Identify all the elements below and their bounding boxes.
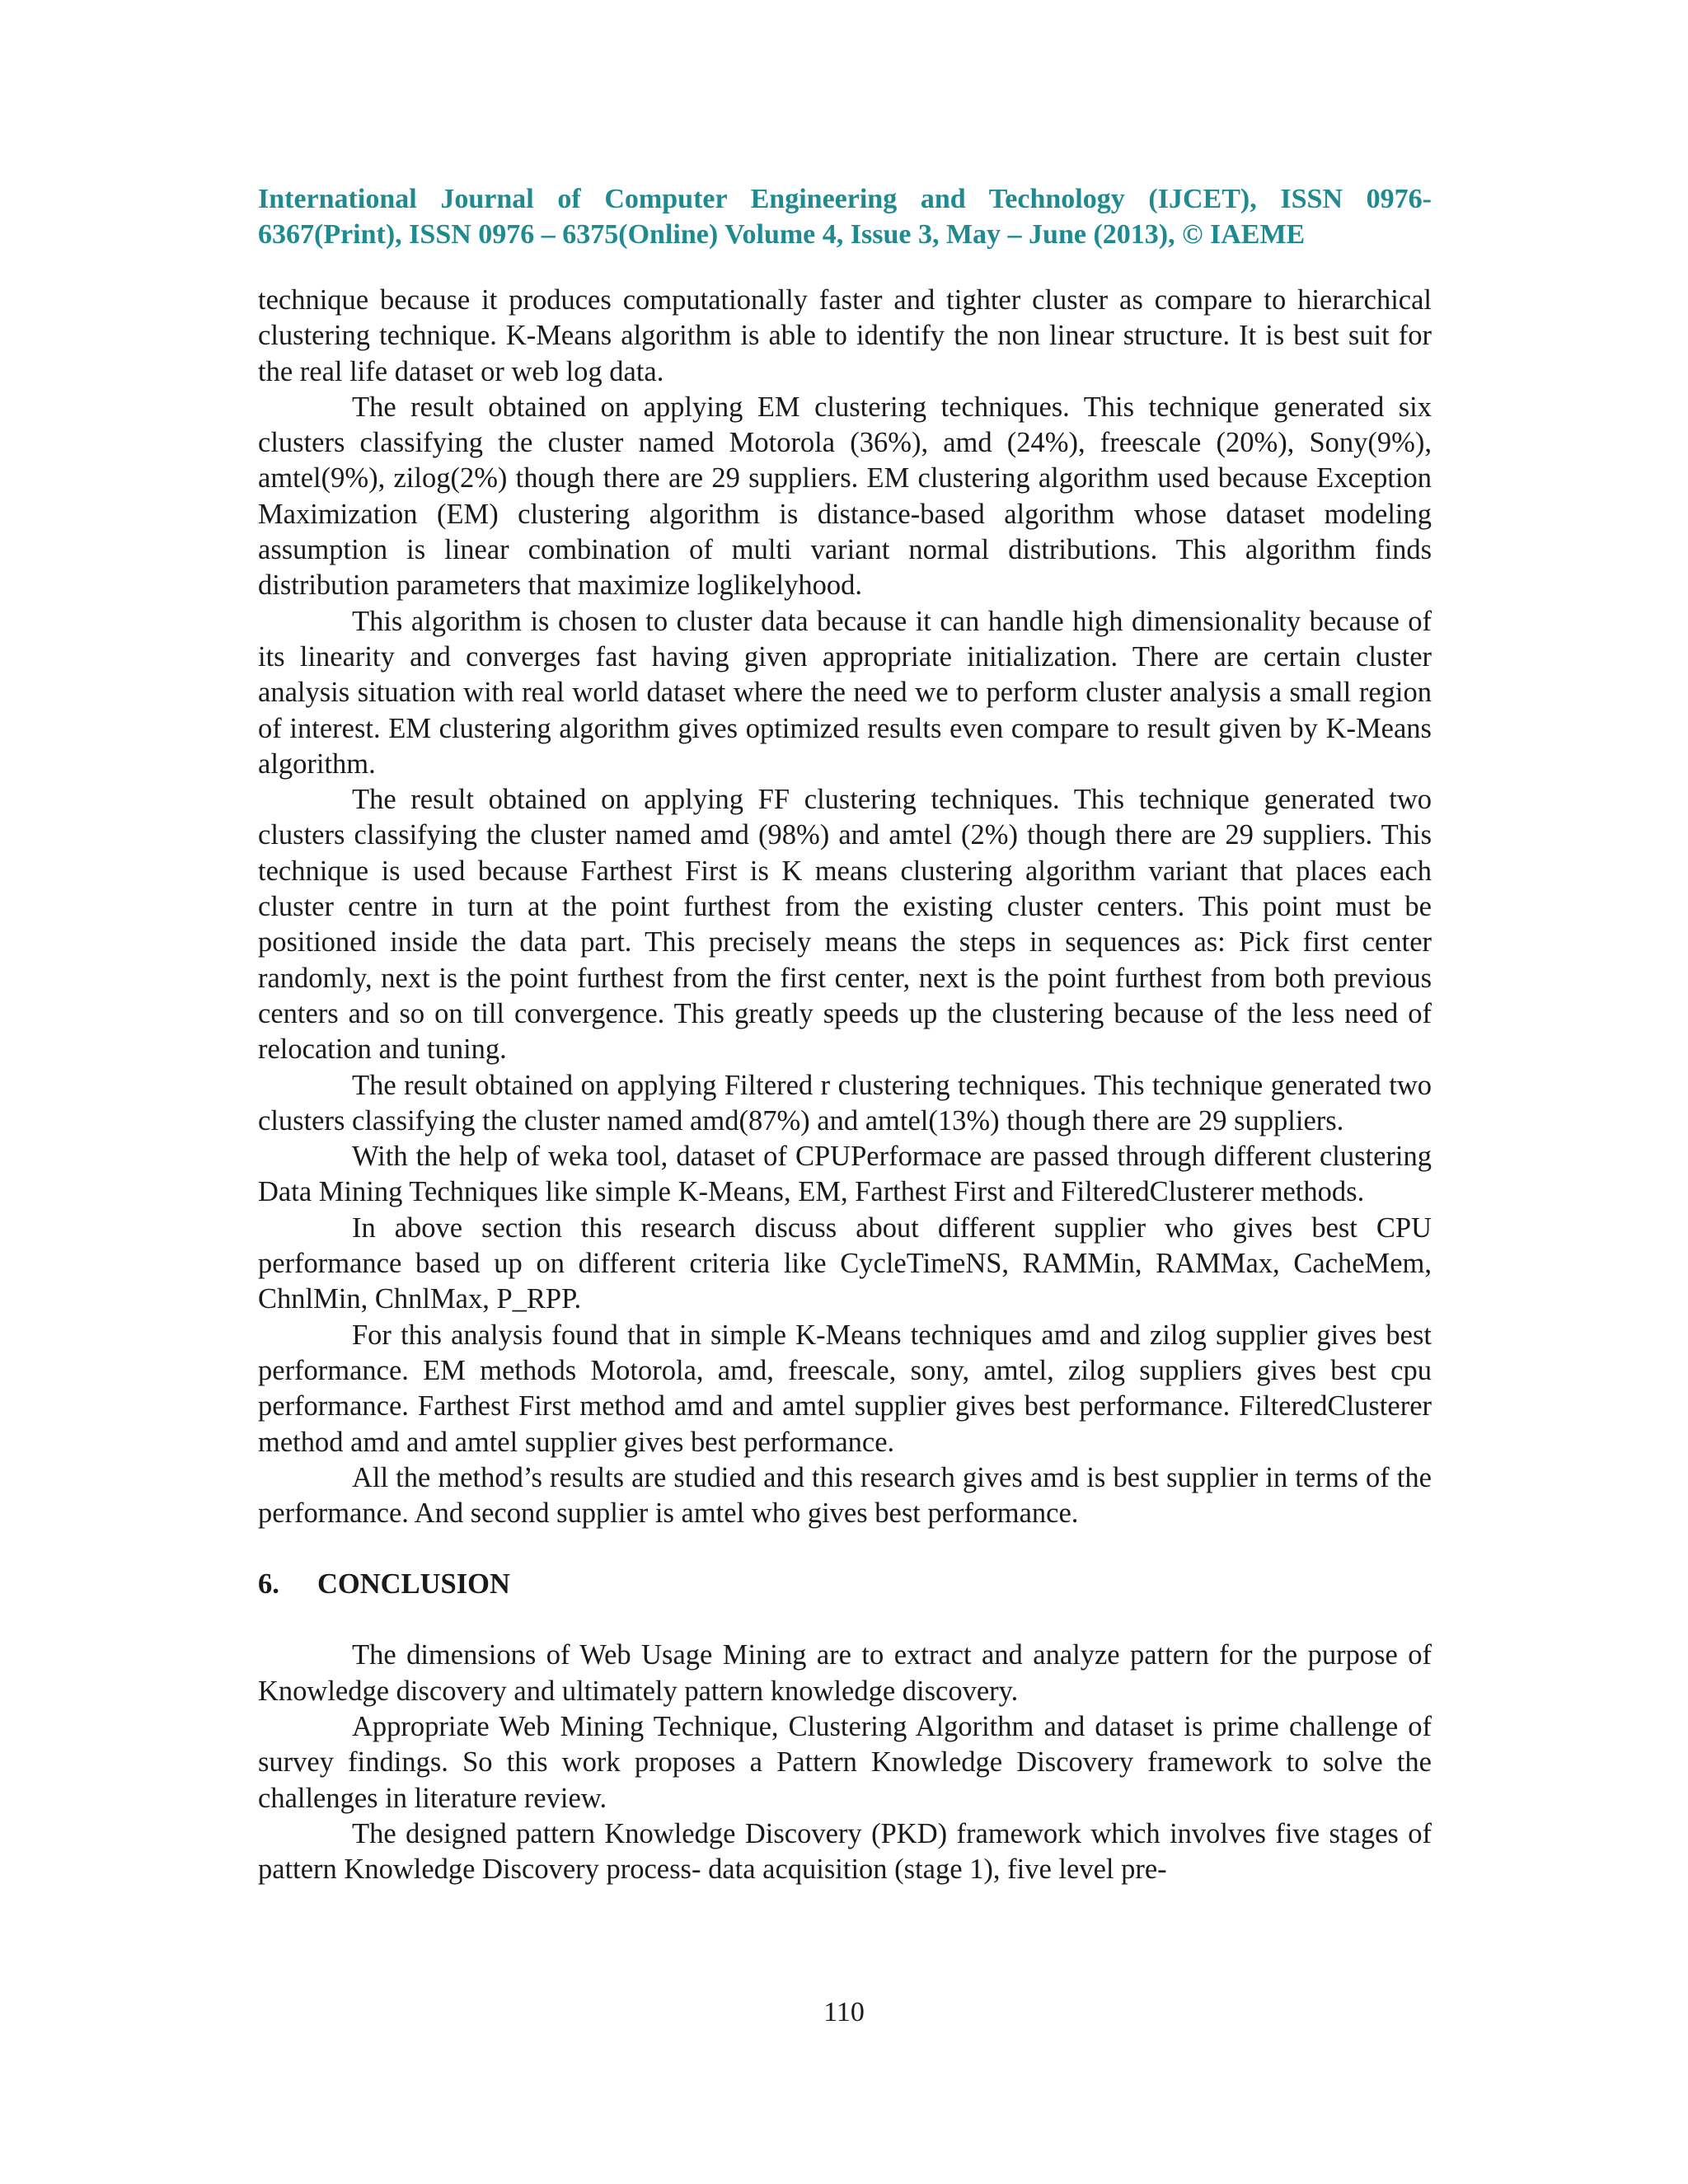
paragraph-conclusion-3: The designed pattern Knowledge Discovery (PKD) framework which involves five stages of pattern Knowledge Discovery process- data acquisition (stage 1), five level pre- xyxy=(258,1817,1432,1886)
paragraph-conclusion-1: The dimensions of Web Usage Mining are to extract and analyze pattern for the purpose of Knowledge discovery and ultimately pattern knowledge discovery. xyxy=(258,1639,1432,1707)
section-number: 6. xyxy=(258,1568,279,1601)
paragraph-supplier-criteria: In above section this research discuss about different supplier who gives best CPU performance based up on different criteria like CycleTimeNS, RAMMin, RAMMax, CacheMem, ChnlMin, ChnlMax, P_RPP. xyxy=(258,1212,1432,1315)
paragraph-best-supplier: All the method’s results are studied and this research gives amd is best supplier in terms of the performance. And second supplier is amtel who gives best performance. xyxy=(258,1461,1432,1530)
section-title: CONCLUSION xyxy=(317,1568,510,1601)
paragraph-kmeans-continued: technique because it produces computationally faster and tighter cluster as compare to hierarchical clustering technique. K-Means algorithm is able to identify the non linear structure. It is best suit for the real life dataset or web log data. xyxy=(258,284,1432,387)
journal-header xyxy=(258,181,1432,252)
article-body xyxy=(258,283,1432,1887)
paragraph-weka-tool: With the help of weka tool, dataset of CPUPerformace are passed through different clustering Data Mining Techniques like simple K-Means, EM, Farthest First and FilteredClusterer methods. xyxy=(258,1141,1432,1208)
paragraph-em-results: The result obtained on applying EM clustering techniques. This technique generated six clusters classifying the cluster named Motorola (36%), amd (24%), freescale (20%), Sony(9%), amtel(9%), zilog(2%) though there are 29 suppliers. EM clustering algorithm used because Exception Maximization (EM) clustering algorithm is distance-based algorithm whose dataset modeling assumption is linear combination of multi variant normal distributions. This algorithm finds distribution parameters that maximize loglikelyhood. xyxy=(258,391,1432,602)
section-heading-conclusion xyxy=(258,1567,1432,1602)
paragraph-conclusion-2: Appropriate Web Mining Technique, Clustering Algorithm and dataset is prime challenge of survey findings. So this work proposes a Pattern Knowledge Discovery framework to solve the challenges in literature review. xyxy=(258,1710,1432,1814)
paragraph-em-rationale: This algorithm is chosen to cluster data because it can handle high dimensionality because of its linearity and converges fast having given appropriate initialization. There are certain cluster analysis situation with real world dataset where the need we to perform cluster analysis a small region of interest. EM clustering algorithm gives optimized results even compare to result given by K-Means algorithm. xyxy=(258,605,1432,780)
journal-header-line-2: 6367(Print), ISSN 0976 – 6375(Online) Volume 4, Issue 3, May – June (2013), © IAEME xyxy=(258,219,1306,250)
paragraph-ff-results: The result obtained on applying FF clustering techniques. This technique generated two clusters classifying the cluster named amd (98%) and amtel (2%) though there are 29 suppliers. This technique is used because Farthest First is K means clustering algorithm variant that places each cluster centre in turn at the point furthest from the existing cluster centers. This point must be positioned inside the data part. This precisely means the steps in sequences as: Pick first center randomly, next is the point furthest from the first center, next is the point furthest from both previous centers and so on till convergence. This greatly speeds up the clustering because of the less need of relocation and tuning. xyxy=(258,784,1432,1066)
paragraph-filtered-results: The result obtained on applying Filtered r clustering techniques. This technique generated two clusters classifying the cluster named amd(87%) and amtel(13%) though there are 29 suppliers. xyxy=(258,1069,1432,1137)
page-number: 110 xyxy=(823,1997,865,2027)
paragraph-analysis-findings: For this analysis found that in simple K-Means techniques amd and zilog supplier gives best performance. EM methods Motorola, amd, freescale, sony, amtel, zilog suppliers gives best cpu performance. Farthest First method amd and amtel supplier gives best performance. FilteredClusterer method amd and amtel supplier gives best performance. xyxy=(258,1319,1432,1458)
journal-header-line-1: International Journal of Computer Engineering and Technology (IJCET), ISSN 0976- xyxy=(258,184,1432,214)
